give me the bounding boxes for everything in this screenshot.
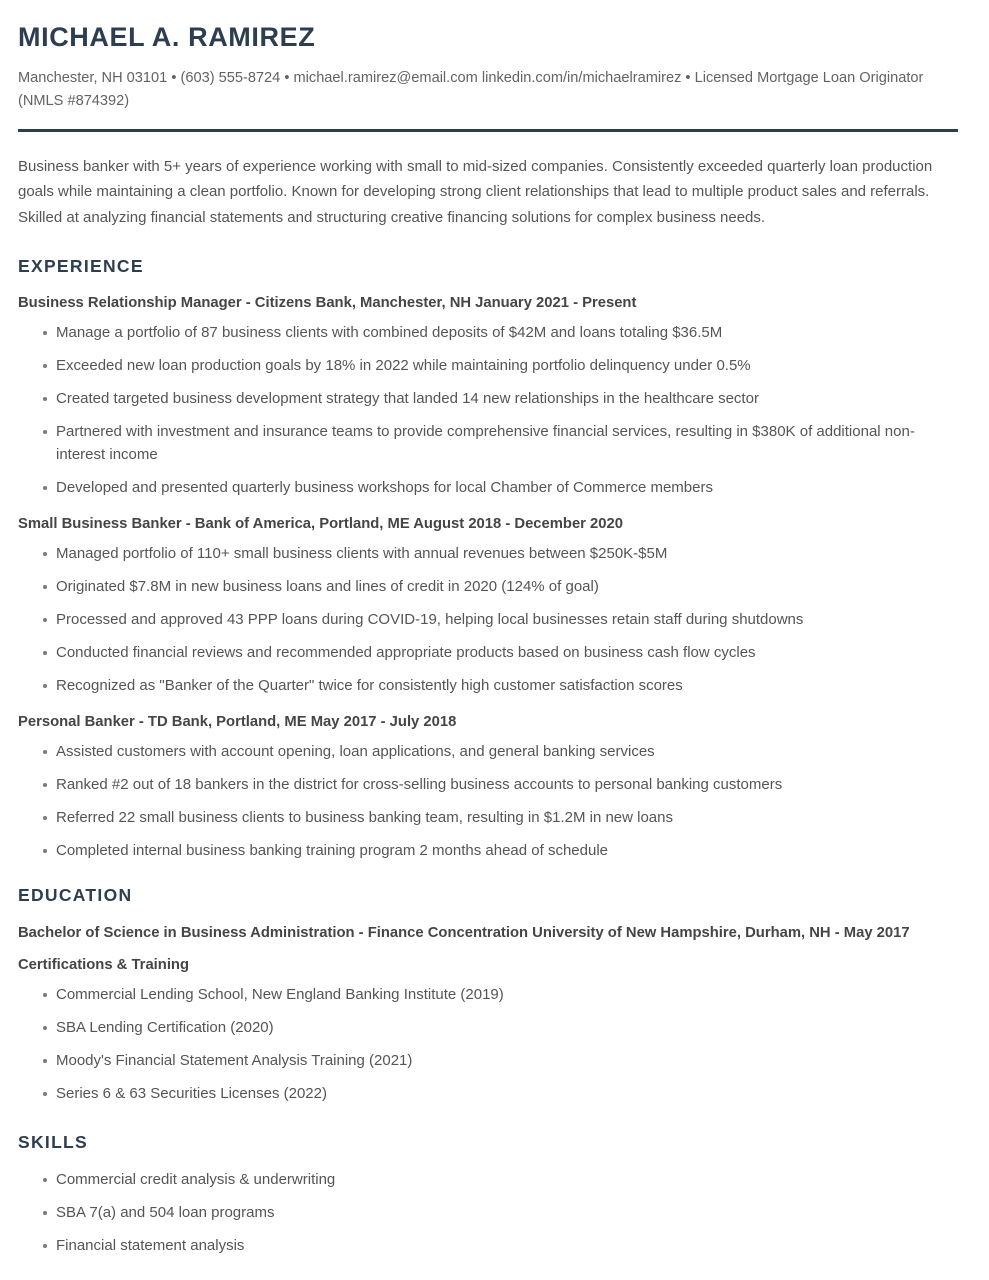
experience-section [18, 256, 959, 863]
list-item: SBA Lending Certification (2020) [18, 1017, 959, 1040]
job-title: Business Relationship Manager - Citizens Bank, Manchester, NH January 2021 - Present [18, 294, 637, 311]
contact-line: Manchester, NH 03101 • (603) 555-8724 • michael.ramirez@email.com linkedin.com/in/michaelramirez • Licensed Mortgage Loan Originator (NMLS #874392) [18, 70, 924, 110]
list-item: Referred 22 small business clients to business banking team, resulting in $1.2M in new loans [18, 807, 959, 830]
experience-entry [18, 293, 959, 500]
list-item: Manage a portfolio of 87 business clients with combined deposits of $42M and loans totaling $36.5M [18, 322, 959, 345]
job-bullets [18, 741, 959, 863]
list-item: Exceeded new loan production goals by 18% in 2022 while maintaining portfolio delinquency under 0.5% [18, 355, 959, 378]
certifications-list [18, 984, 959, 1106]
list-item: Managed portfolio of 110+ small business clients with annual revenues between $250K-$5M [18, 543, 959, 566]
list-item: Financial statement analysis [18, 1235, 959, 1258]
list-item: Commercial credit analysis & underwriting [18, 1169, 959, 1192]
experience-entry [18, 712, 959, 863]
education-section [18, 885, 959, 1106]
education-degree: Bachelor of Science in Business Administration - Finance Concentration University of New Hampshire, Durham, NH - May 2017 [18, 925, 910, 942]
job-title: Personal Banker - TD Bank, Portland, ME May 2017 - July 2018 [18, 713, 457, 730]
list-item: Ranked #2 out of 18 bankers in the district for cross-selling business accounts to personal banking customers [18, 774, 959, 797]
job-bullets [18, 543, 959, 698]
header-divider [18, 129, 958, 132]
list-item: Moody's Financial Statement Analysis Training (2021) [18, 1050, 959, 1073]
list-item: Assisted customers with account opening, loan applications, and general banking services [18, 741, 959, 764]
list-item: Commercial Lending School, New England Banking Institute (2019) [18, 984, 959, 1007]
list-item: Recognized as "Banker of the Quarter" twice for consistently high customer satisfaction scores [18, 675, 959, 698]
candidate-name: MICHAEL A. RAMIREZ [18, 22, 316, 52]
experience-entry [18, 514, 959, 698]
list-item: Partnered with investment and insurance teams to provide comprehensive financial services, resulting in $380K of additional non-interest income [18, 421, 959, 467]
professional-summary: Business banker with 5+ years of experience working with small to mid-sized companies. Consistently exceeded quarterly loan production goals while maintaining a clean portfolio. Known for developing strong client relationships that lead to multiple product sales and referrals. Skilled at analyzing financial statements and structuring creative financing solutions for complex business needs. [18, 158, 933, 226]
list-item: Series 6 & 63 Securities Licenses (2022) [18, 1083, 959, 1106]
education-heading: EDUCATION [18, 885, 133, 906]
job-title: Small Business Banker - Bank of America, Portland, ME August 2018 - December 2020 [18, 515, 623, 532]
skills-list [18, 1169, 959, 1258]
skills-heading: SKILLS [18, 1132, 89, 1153]
list-item: Conducted financial reviews and recommended appropriate products based on business cash flow cycles [18, 642, 959, 665]
list-item: SBA 7(a) and 504 loan programs [18, 1202, 959, 1225]
list-item: Originated $7.8M in new business loans and lines of credit in 2020 (124% of goal) [18, 576, 959, 599]
list-item: Developed and presented quarterly business workshops for local Chamber of Commerce members [18, 477, 959, 500]
list-item: Completed internal business banking training program 2 months ahead of schedule [18, 840, 959, 863]
experience-jobs-container [18, 293, 959, 863]
certifications-heading: Certifications & Training [18, 957, 190, 974]
skills-section [18, 1132, 959, 1258]
list-item: Processed and approved 43 PPP loans during COVID-19, helping local businesses retain staff during shutdowns [18, 609, 959, 632]
list-item: Created targeted business development strategy that landed 14 new relationships in the healthcare sector [18, 388, 959, 411]
experience-heading: EXPERIENCE [18, 255, 144, 276]
job-bullets [18, 322, 959, 500]
